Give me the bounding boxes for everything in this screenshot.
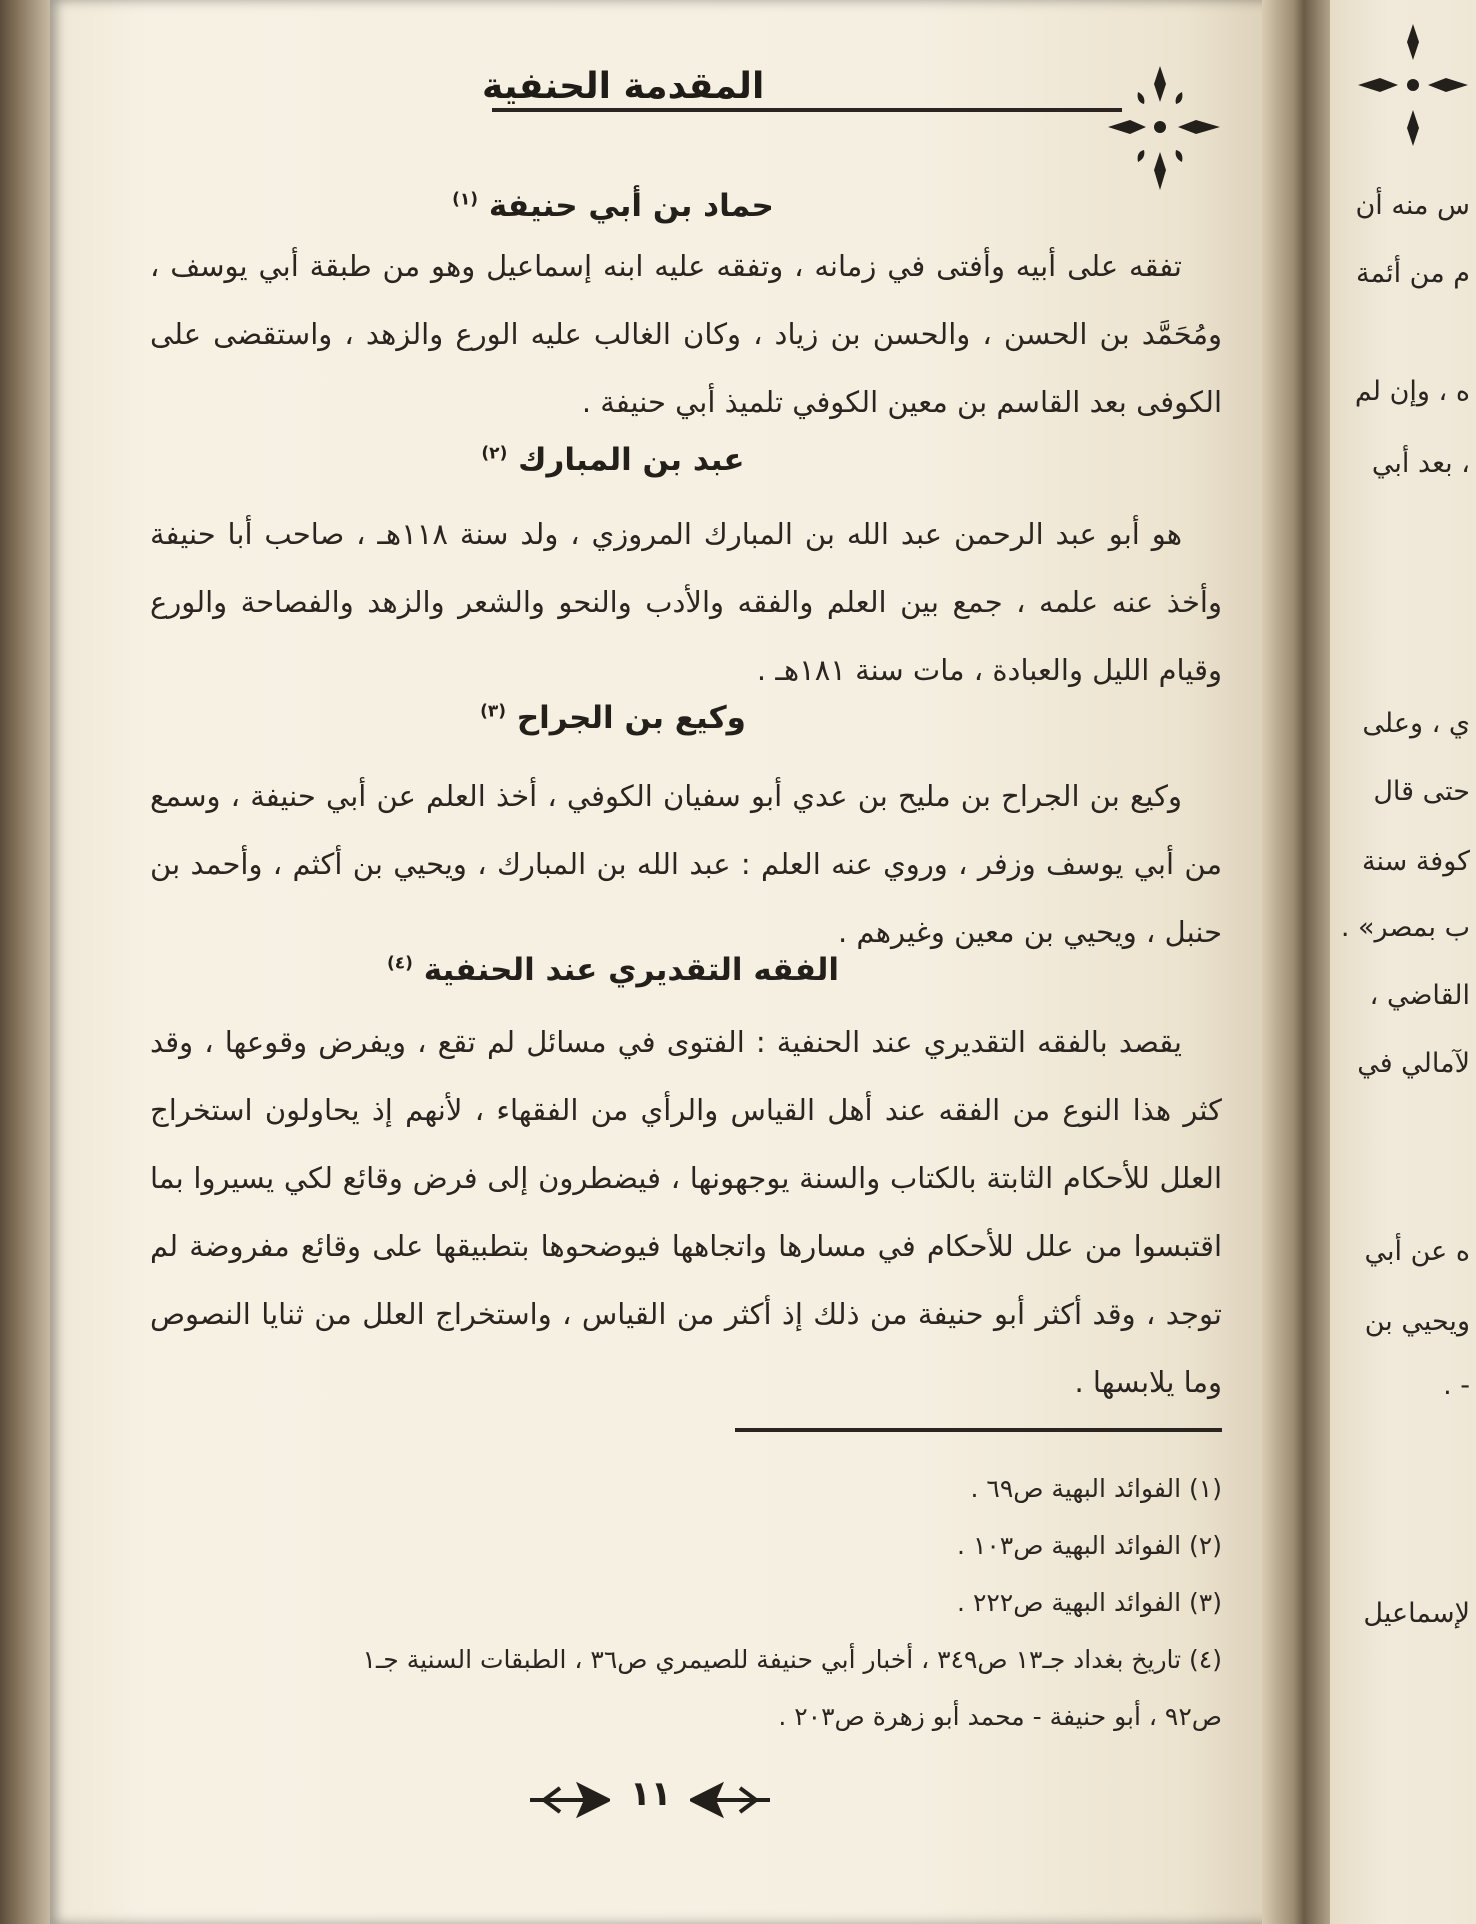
heading-text: وكيع بن الجراح <box>516 700 746 736</box>
adjacent-text-fragment: لآمالي في <box>1357 1048 1470 1079</box>
adjacent-text-fragment: لإسماعيل <box>1363 1598 1470 1629</box>
footnotes <box>135 1460 1222 1745</box>
running-header-title: المقدمة الحنفية <box>482 66 765 107</box>
adjacent-text-fragment: القاضي ، <box>1369 980 1470 1011</box>
page-number-block <box>530 1770 770 1830</box>
footnote: ص٩٢ ، أبو حنيفة - محمد أبو زهرة ص٢٠٣ . <box>778 1702 1222 1731</box>
adjacent-text-fragment: ه عن أبي <box>1364 1236 1470 1267</box>
adjacent-text-fragment: ، بعد أبي <box>1371 448 1470 479</box>
footnote-ref: (٣) <box>480 701 507 722</box>
ornament-icon <box>1108 62 1228 202</box>
adjacent-page <box>1330 0 1476 1924</box>
adjacent-text-fragment: ب بمصر» . <box>1340 912 1470 943</box>
section-heading <box>0 700 1351 736</box>
header-rule <box>492 108 1122 112</box>
heading-text: عبد بن المبارك <box>518 442 745 478</box>
section-body: وكيع بن الجراح بن مليح بن عدي أبو سفيان الكوفي ، أخذ العلم عن أبي حنيفة ، وسمع من أبي يوسف وزفر ، وروي عنه العلم : عبد الله بن المبارك ، ويحيي بن أكثم ، وأحمد بن حنبل ، ويحيي بن معين وغيرهم . <box>150 779 1222 949</box>
heading-text: حماد بن أبي حنيفة <box>488 188 774 224</box>
heading-text: الفقه التقديري عند الحنفية <box>423 952 840 988</box>
section-heading <box>0 442 1351 478</box>
footnote-ref: (٢) <box>481 443 508 464</box>
ornament-icon <box>1358 20 1468 150</box>
footnote-ref: (٤) <box>386 953 413 974</box>
adjacent-text-fragment: ي ، وعلى <box>1362 708 1470 739</box>
footnote: (١) الفوائد البهية ص٦٩ . <box>970 1474 1222 1503</box>
arrow-right-ornament-icon <box>690 1780 770 1820</box>
section-body: يقصد بالفقه التقديري عند الحنفية : الفتوى في مسائل لم تقع ، ويفرض وقوعها ، وقد كثر هذا النوع من الفقه عند أهل القياس والرأي من الفقهاء ، لأنهم إذ يحاولون استخراج العلل للأحكام الثابتة بالكتاب والسنة يوجهونها ، فيضطرون إلى فرض وقائع لكي يسيروا بما اقتبسوا من علل للأحكام في مسارها واتجاهها فيوضحوها بتطبيقها على وقائع مفروضة لم توجد ، وقد أكثر أبو حنيفة من ذلك إذ أكثر من القياس ، واستخراج العلل من ثنايا النصوص وما يلابسها . <box>150 1025 1222 1399</box>
footnote: (٢) الفوائد البهية ص١٠٣ . <box>957 1531 1222 1560</box>
adjacent-text-fragment: حتى قال <box>1373 776 1470 807</box>
footnote: (٣) الفوائد البهية ص٢٢٢ . <box>957 1588 1222 1617</box>
adjacent-text-fragment: - . <box>1443 1370 1470 1401</box>
adjacent-text-fragment: م من أئمة <box>1356 258 1470 289</box>
book-gutter <box>1262 0 1332 1924</box>
adjacent-text-fragment: ويحيي بن <box>1364 1306 1470 1337</box>
arrow-left-ornament-icon <box>530 1780 610 1820</box>
section-heading <box>0 188 1351 224</box>
footnote: (٤) تاريخ بغداد جـ١٣ ص٣٤٩ ، أخبار أبي حنيفة للصيمري ص٣٦ ، الطبقات السنية جـ١ <box>362 1645 1222 1674</box>
footnote-ref: (١) <box>452 189 479 210</box>
section-body: هو أبو عبد الرحمن عبد الله بن المبارك المروزي ، ولد سنة ١١٨هـ ، صاحب أبا حنيفة وأخذ عنه علمه ، جمع بين العلم والفقه والأدب والنحو والشعر والزهد والفصاحة والورع وقيام الليل والعبادة ، مات سنة ١٨١هـ . <box>150 517 1222 687</box>
section-body: تفقه على أبيه وأفتى في زمانه ، وتفقه عليه ابنه إسماعيل وهو من طبقة أبي يوسف ، ومُحَمَّد بن الحسن ، والحسن بن زياد ، وكان الغالب عليه الورع والزهد ، واستقضى على الكوفى بعد القاسم بن معين الكوفي تلميذ أبي حنيفة . <box>150 249 1222 419</box>
footnote-rule <box>735 1428 1222 1432</box>
section-heading <box>0 952 1351 988</box>
adjacent-text-fragment: كوفة سنة <box>1361 846 1470 877</box>
page-number: ١١ <box>630 1774 672 1814</box>
adjacent-text-fragment: س منه أن <box>1355 190 1470 221</box>
adjacent-text-fragment: ه ، وإن لم <box>1354 376 1470 407</box>
